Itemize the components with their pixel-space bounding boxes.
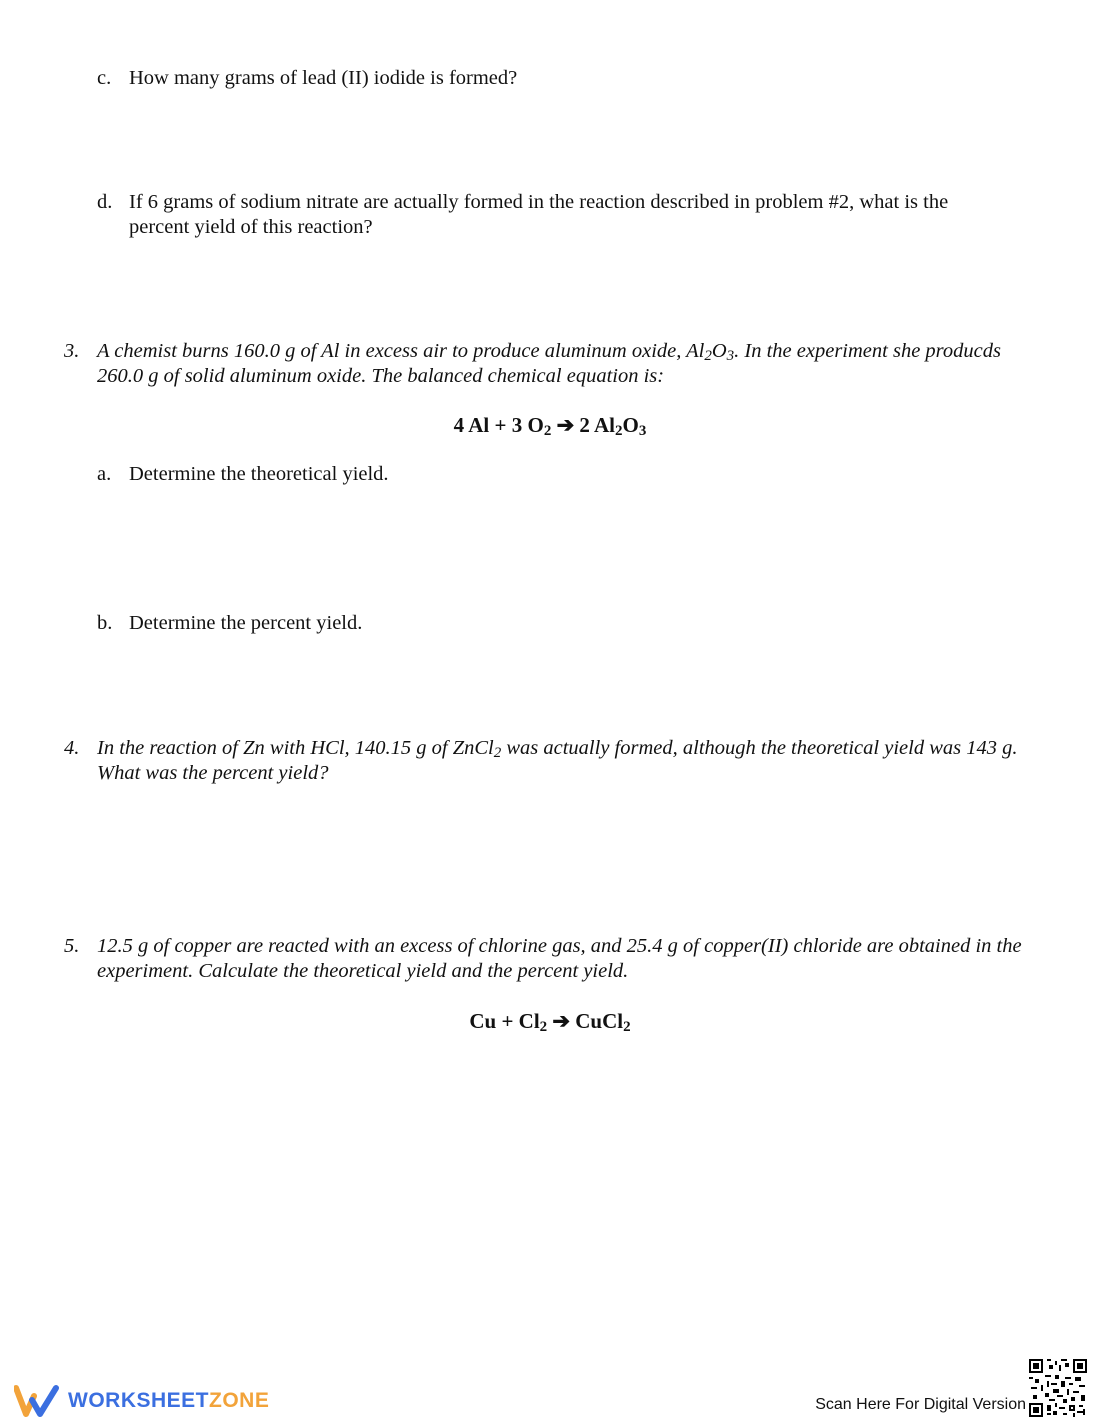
qr-code-icon[interactable]	[1029, 1359, 1087, 1417]
question-label: c.	[97, 67, 112, 89]
question-label: a.	[97, 463, 112, 485]
logo-w-icon	[14, 1384, 60, 1418]
chemical-equation-5: $Cu + Cl_2$ ➔ CuCl$_2$	[469, 1009, 631, 1035]
question-label: b.	[97, 612, 113, 634]
question-text: A chemist burns 160.0 g of Al in excess air to produce aluminum oxide, $Al_2O_3$. In the experiment she producds 260.0 g of solid aluminum oxide. The balanced chemical equation is:	[97, 340, 1001, 387]
question-text: Determine the percent yield.	[129, 612, 363, 634]
logo-text: WORKSHEETZONE	[68, 1389, 270, 1412]
question-text: Determine the theoretical yield.	[129, 463, 389, 485]
question-text: 12.5 g of copper are reacted with an excess of chlorine gas, and 25.4 g of copper(II) chloride are obtained in the experiment. Calculate the theoretical yield and the percent yield.	[97, 935, 1022, 982]
question-text: How many grams of lead (II) iodide is formed?	[129, 67, 518, 89]
question-text: In the reaction of Zn with HCl, 140.15 g of ZnCl$_2$ was actually formed, although the theoretical yield was 143 g. What was the percent yield?	[97, 737, 1018, 784]
chemical-equation-3: 4 Al + 3 $O_2$ ➔ 2 $Al_2O_3$	[453, 413, 647, 439]
question-number: 3.	[64, 340, 80, 362]
question-text: If 6 grams of sodium nitrate are actually formed in the reaction described in problem #2, what is the percent yield of this reaction?	[129, 191, 949, 238]
question-number: 5.	[64, 935, 80, 957]
question-label: d.	[97, 191, 113, 213]
question-number: 4.	[64, 737, 80, 759]
scan-caption: Scan Here For Digital Version	[815, 1396, 1026, 1413]
worksheetzone-logo[interactable]	[14, 1384, 269, 1418]
